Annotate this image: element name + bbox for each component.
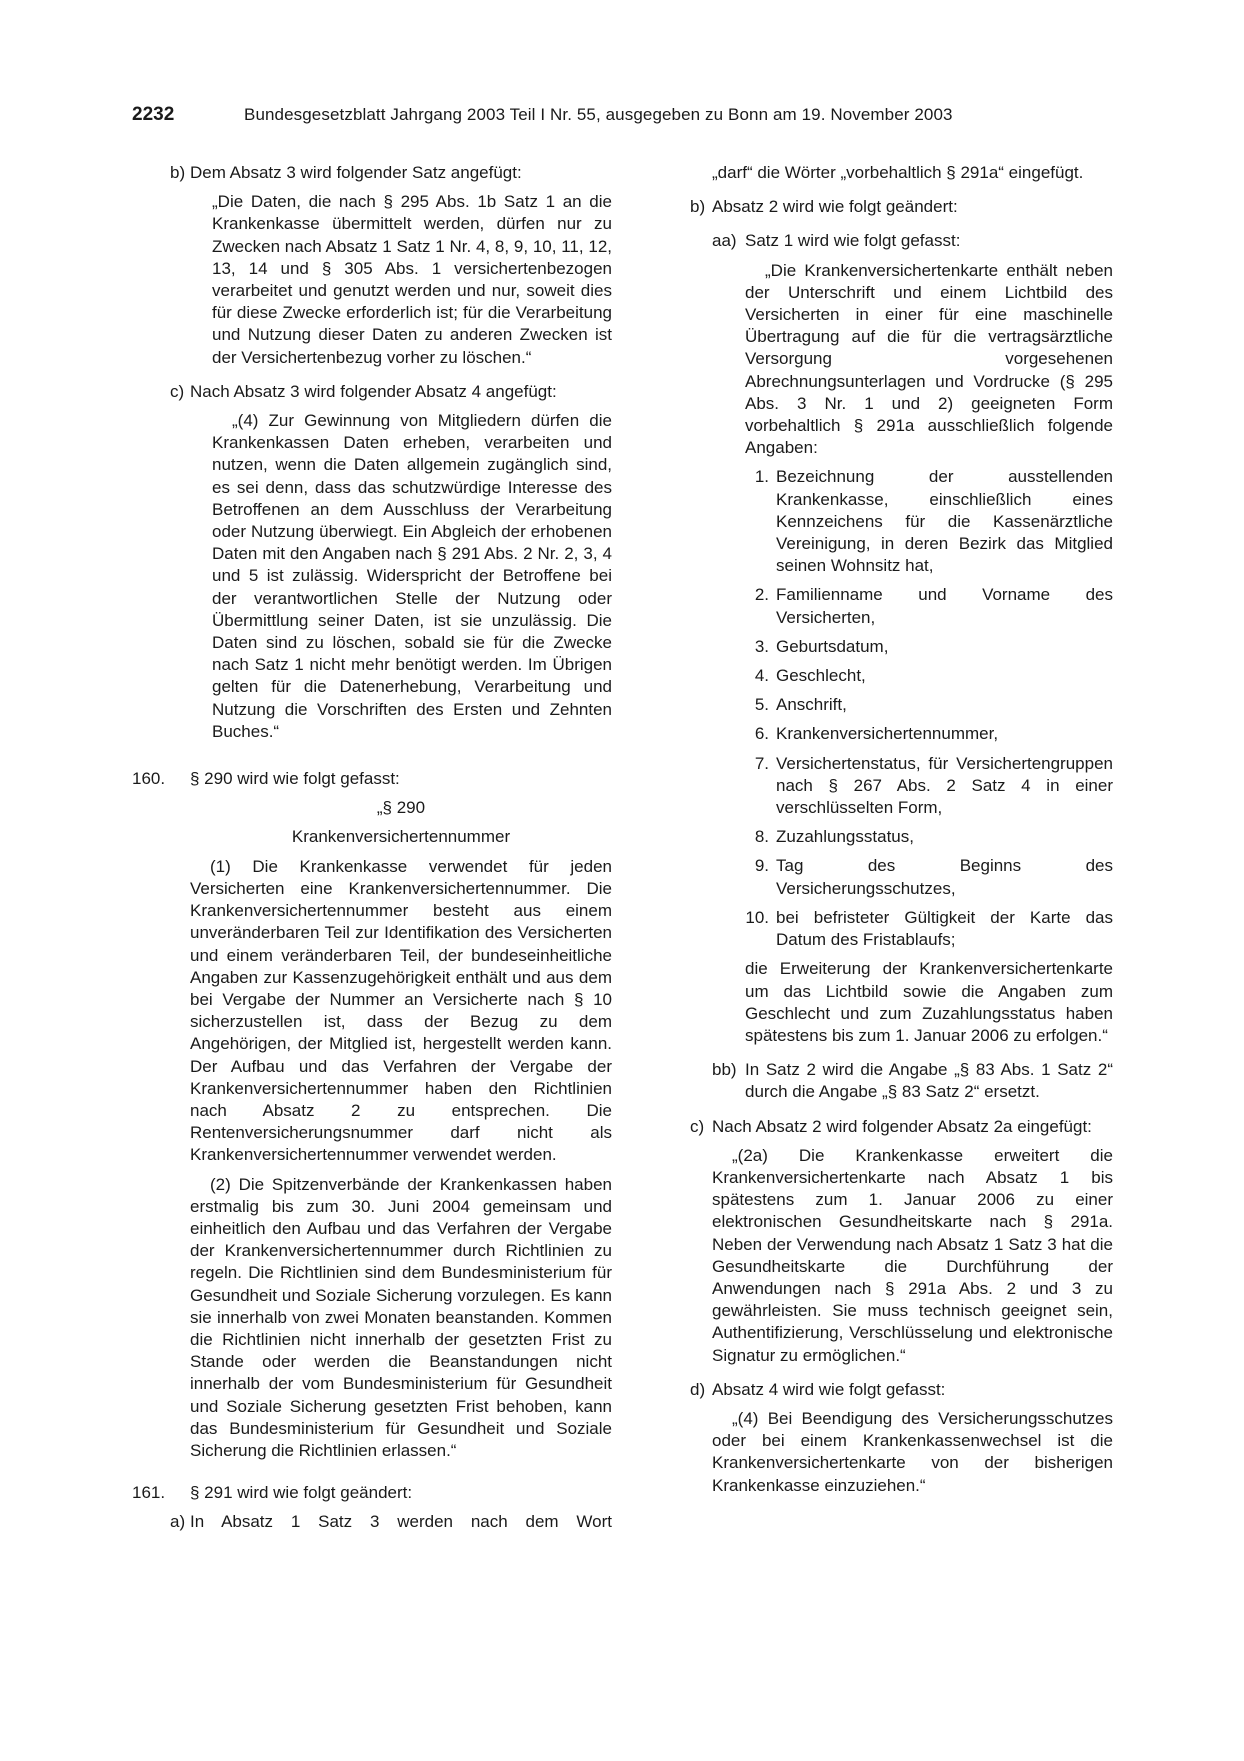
card-data-list-item-number: 2. (754, 585, 769, 605)
card-data-list-item-number: 7. (754, 753, 769, 773)
item-161-c-text: Nach Absatz 2 wird folgender Absatz 2a eingefügt: (712, 1116, 1092, 1136)
left-column (132, 162, 612, 1534)
card-data-list-item (745, 907, 1113, 951)
item-161-d-label: d) (690, 1379, 706, 1399)
card-data-list-item-number: 10. (745, 907, 769, 927)
card-data-list-item-text: Geschlecht, (776, 666, 866, 686)
item-161-a-text: In Absatz 1 Satz 3 werden nach dem Wort (190, 1512, 612, 1532)
amendment-b-label: b) (170, 163, 186, 182)
section-290-para-2: (2) Die Spitzenverbände der Krankenkassen haben erstmalig bis zum 30. Juni 2004 gemeinsam und einheitlich den Aufbau und das Verfahren der Vergabe der Krankenversichertennummer durch Richtlinien zu regeln. Die Richtlinien sind dem Bundesministerium für Gesundheit und Soziale Sicherung vorzulegen. Es kann sie innerhalb von zwei Monaten beanstanden. Kommen die Richtlinien nicht innerhalb der gesetzten Frist zu Stande oder werden die Beanstandungen nicht innerhalb der vom Bundesministerium für Gesundheit und Soziale Sicherung gesetzten Frist behoben, kann das Bundesministerium für Gesundheit und Soziale Sicherung die Richtlinien erlassen.“ (190, 1174, 612, 1460)
card-data-list-item-text: Versichertenstatus, für Versichertengruppen nach § 267 Abs. 2 Satz 4 in einer verschlüsselten Form, (776, 753, 1113, 818)
item-161-b-aa-label: aa) (712, 231, 737, 251)
item-161-d-quote: „(4) Bei Beendigung des Versicherungsschutzes oder bei einem Krankenkassenwechsel ist die Krankenversichertenkarte von der bisherigen Krankenkasse einzuziehen.“ (712, 1408, 1113, 1495)
item-161-a-continuation: „darf“ die Wörter „vorbehaltlich § 291a“ eingefügt. (712, 163, 1084, 182)
card-data-list-item-text: Tag des Beginns des Versicherungsschutzes, (776, 856, 1113, 898)
item-161-c-label: c) (690, 1116, 705, 1136)
card-data-list-item-number: 9. (754, 856, 769, 876)
card-data-list-item-text: Geburtsdatum, (776, 636, 889, 656)
card-data-list-item (745, 723, 1113, 745)
page-header (132, 104, 1112, 128)
item-161-c-quote: „(2a) Die Krankenkasse erweitert die Krankenversichertenkarte nach Absatz 1 bis spätestens zum 1. Januar 2006 zu einer elektronischen Gesundheitskarte nach § 291a. Neben der Verwendung nach Absatz 1 Satz 3 hat die Gesundheitskarte die Durchführung der Anwendungen nach § 291a Abs. 2 und 3 zu gewährleisten. Sie muss technisch geeignet sein, Authentifizierung, Verschlüsselung und elektronische Signatur zu ermöglichen.“ (712, 1145, 1113, 1365)
card-data-list-item-text: Zuzahlungsstatus, (776, 827, 914, 847)
item-161-a (170, 1511, 612, 1533)
item-161-d-text: Absatz 4 wird wie folgt gefasst: (712, 1379, 946, 1399)
section-290-title: Krankenversichertennummer (291, 827, 511, 847)
item-161-b-bb (690, 1059, 1113, 1103)
card-data-list-item-text: Bezeichnung der ausstellenden Krankenkasse, einschließlich eines Kennzeichens für die Kassenärztliche Vereinigung, in deren Bezirk das Mitglied seinen Wohnsitz hat, (776, 467, 1113, 576)
card-data-list-item-number: 4. (754, 666, 769, 686)
page-number: 2232 (132, 104, 175, 125)
item-161-b-label: b) (690, 197, 706, 217)
card-data-list-item (745, 665, 1113, 687)
item-161-b-aa-closing: die Erweiterung der Krankenversichertenkarte um das Lichtbild sowie die Angaben zum Geschlecht und zum Zuzahlungsstatus haben spätestens bis zum 1. Januar 2006 zu erfolgen.“ (745, 959, 1113, 1045)
card-data-list (745, 466, 1113, 951)
amendment-c-text: Nach Absatz 3 wird folgender Absatz 4 angefügt: (190, 381, 557, 401)
item-161-c (690, 1116, 1113, 1367)
card-data-list-item-number: 3. (754, 636, 769, 656)
card-data-list-item-text: Krankenversichertennummer, (776, 724, 999, 744)
item-161-d (690, 1379, 1113, 1497)
card-data-list-item-number: 8. (754, 827, 769, 847)
amendment-c (132, 381, 612, 743)
card-data-list-item (745, 826, 1113, 848)
section-290-para-1: (1) Die Krankenkasse verwendet für jeden Versicherten eine Krankenversichertennummer. Die Krankenversichertennummer besteht aus einem unveränderbaren Teil zur Identifikation des Versicherten und einem veränderbaren Teil, der bundeseinheitliche Angaben zur Kassenzugehörigkeit enthält und aus dem bei Vergabe der Nummer an Versicherte nach § 10 sicherzustellen ist, dass der Bezug zu dem Angehörigen, der Mitglied ist, hergestellt werden kann. Der Aufbau und das Verfahren der Vergabe der Krankenversichertennummer haben den Richtlinien nach Absatz 2 zu entsprechen. Die Rentenversicherungsnummer darf nicht als Krankenversichertennummer verwendet werden. (190, 856, 612, 1165)
card-data-list-item-text: bei befristeter Gültigkeit der Karte das Datum des Fristablaufs; (776, 907, 1113, 950)
card-data-list-item-number: 5. (754, 695, 769, 715)
item-161 (132, 1482, 612, 1533)
card-data-list-item (745, 694, 1113, 716)
amendment-b-quote: „Die Daten, die nach § 295 Abs. 1b Satz 1 an die Krankenkasse übermittelt werden, dürfen nur zu Zwecken nach Absatz 1 Satz 1 Nr. 4, 8, 9, 10, 11, 12, 13, 14 und § 305 Abs. 1 versichertenbezogen verarbeitet und genutzt werden und nur, soweit dies für diese Zwecke erforderlich ist; für die Verarbeitung und Nutzung dieser Daten zu anderen Zwecken ist der Versichertenbezug vorher zu löschen.“ (212, 192, 612, 367)
item-161-b-bb-text: In Satz 2 wird die Angabe „§ 83 Abs. 1 Satz 2“ durch die Angabe „§ 83 Satz 2“ ersetzt. (745, 1060, 1113, 1102)
card-data-list-item (745, 753, 1113, 820)
card-data-list-item-number: 1. (754, 467, 769, 487)
item-161-b-aa (690, 230, 1113, 1047)
item-161-number: 161. (132, 1483, 166, 1503)
section-290-heading: „§ 290 (376, 798, 426, 818)
item-161-text: § 291 wird wie folgt geändert: (190, 1483, 413, 1503)
card-data-list-item (745, 636, 1113, 658)
amendment-c-label: c) (170, 381, 185, 401)
item-160-text: § 290 wird wie folgt gefasst: (190, 769, 400, 789)
item-161-a-label: a) (170, 1512, 186, 1532)
item-160 (132, 768, 612, 1462)
amendment-b-text: Dem Absatz 3 wird folgender Satz angefügt: (190, 163, 522, 182)
item-161-b-text: Absatz 2 wird wie folgt geändert: (712, 197, 958, 217)
card-data-list-item-text: Familienname und Vorname des Versicherten, (776, 585, 1113, 627)
card-data-list-item-text: Anschrift, (776, 695, 847, 715)
card-data-list-item (745, 855, 1113, 899)
card-data-list-item-number: 6. (754, 724, 769, 744)
item-161-b-aa-text: Satz 1 wird wie folgt gefasst: (745, 231, 961, 251)
amendment-b (132, 162, 612, 369)
item-161-b-bb-label: bb) (712, 1060, 737, 1080)
item-160-number: 160. (132, 769, 166, 789)
item-161-b-aa-quote: „Die Krankenversichertenkarte enthält neben der Unterschrift und einem Lichtbild des Versicherten in einer für eine maschinelle Übertragung auf die für die vertragsärztliche Versorgung vorgesehenen Abrechnungsunterlagen und Vordrucke (§ 295 Abs. 3 Nr. 1 und 2) geeigneten Form vorbehaltlich § 291a ausschließlich folgende Angaben: (745, 260, 1113, 458)
header-title: Bundesgesetzblatt Jahrgang 2003 Teil I Nr. 55, ausgegeben zu Bonn am 19. November 2003 (244, 105, 953, 124)
right-column (690, 162, 1113, 1497)
amendment-c-quote: „(4) Zur Gewinnung von Mitgliedern dürfen die Krankenkassen Daten erheben, verarbeiten und nutzen, wenn die Daten allgemein zugänglich sind, es sei denn, dass das schutzwürdige Interesse des Betroffenen an dem Ausschluss der Verarbeitung oder Nutzung überwiegt. Ein Abgleich der erhobenen Daten mit den Angaben nach § 291 Abs. 2 Nr. 2, 3, 4 und 5 ist zulässig. Widerspricht der Betroffene bei der verantwortlichen Stelle der Nutzung oder Übermittlung seiner Daten, ist sie unzulässig. Die Daten sind zu löschen, sobald sie für die Zwecke nach Satz 1 nicht mehr benötigt werden. Im Übrigen gelten für die Datenerhebung, Verarbeitung und Nutzung die Vorschriften des Ersten und Zehnten Buches.“ (212, 411, 612, 741)
card-data-list-item (745, 584, 1113, 628)
card-data-list-item (745, 466, 1113, 577)
item-161-b (690, 196, 1113, 218)
